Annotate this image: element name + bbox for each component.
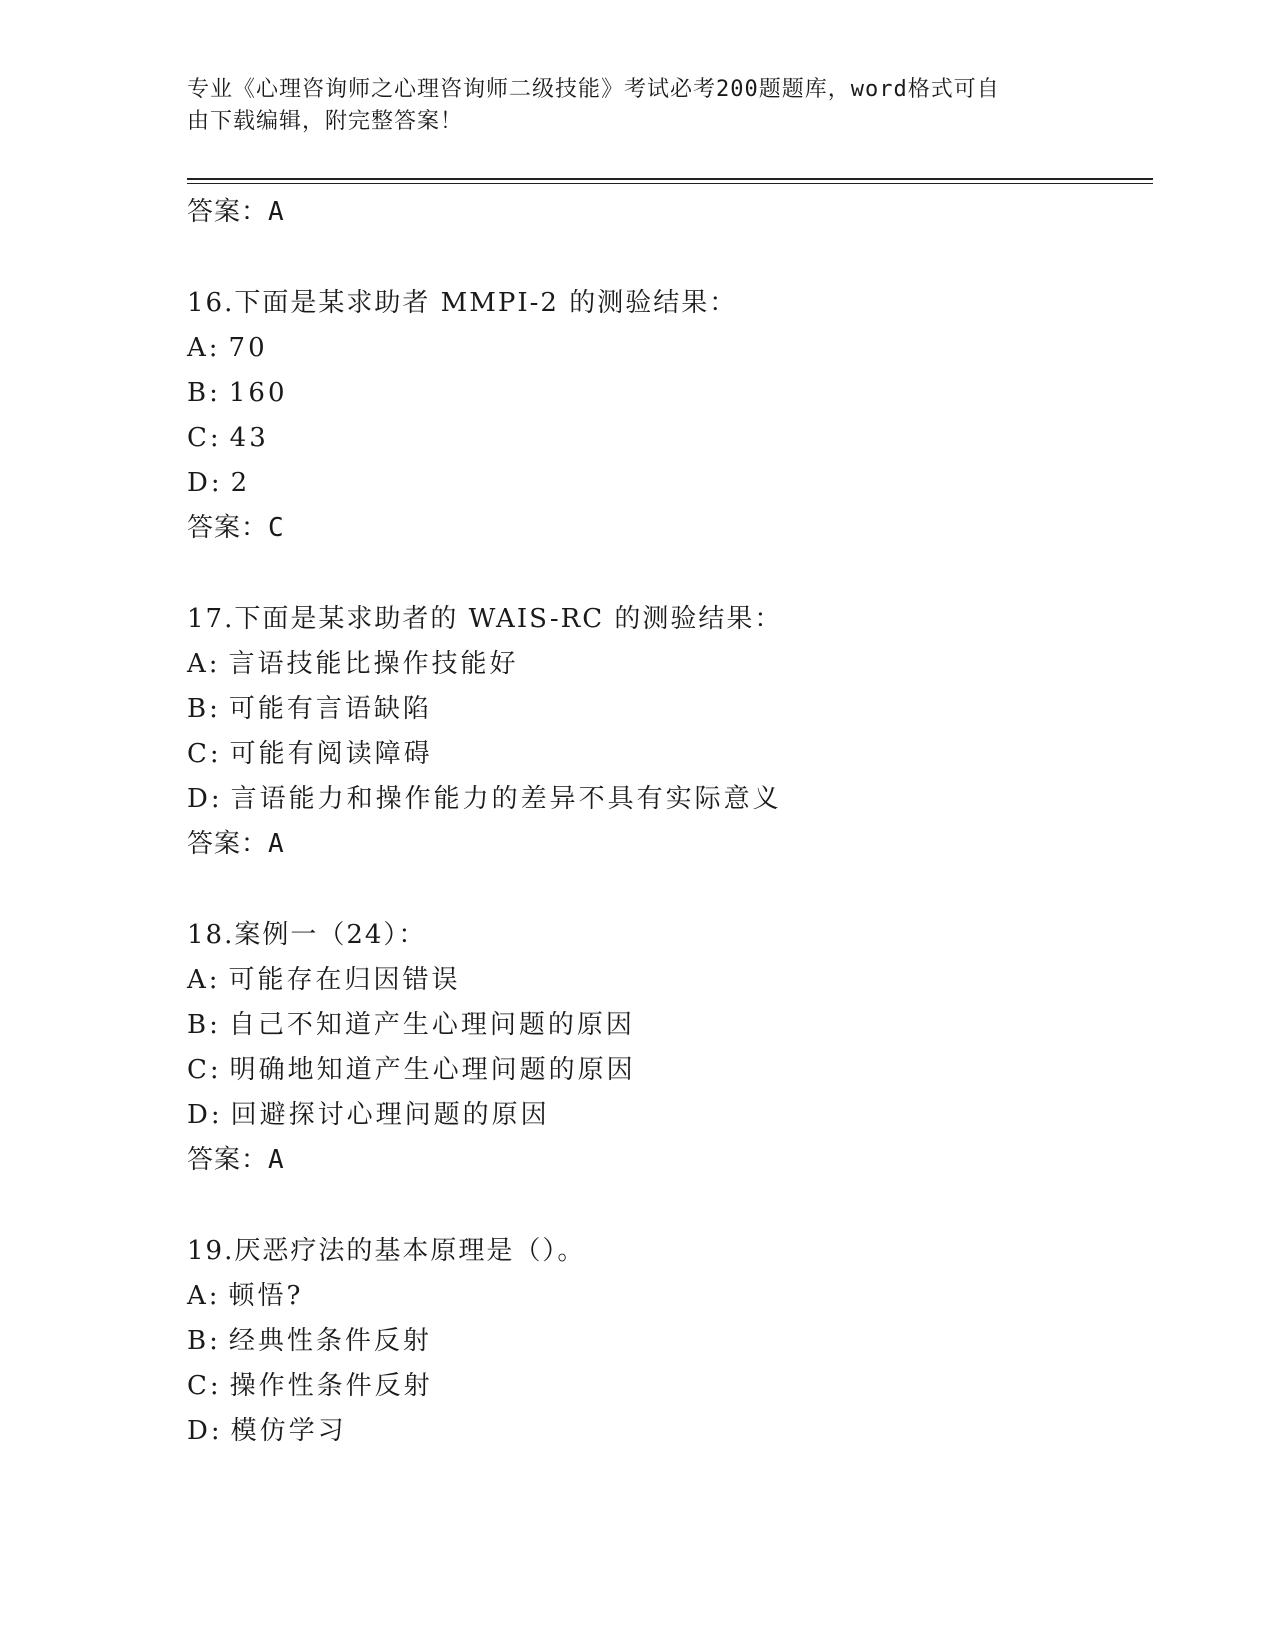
question-title: 16.下面是某求助者 MMPI-2 的测验结果： bbox=[187, 288, 738, 318]
question-block-18 bbox=[187, 912, 1137, 1182]
option-text: 43 bbox=[229, 423, 269, 453]
question-title: 19.厌恶疗法的基本原理是（）。 bbox=[187, 1236, 586, 1266]
option-text: 经典性条件反射 bbox=[228, 1326, 432, 1356]
option-label: B: bbox=[187, 1010, 221, 1040]
option-c bbox=[187, 732, 1137, 777]
option-label: C: bbox=[187, 423, 222, 453]
option-label: D: bbox=[187, 468, 223, 498]
answer-line: 答案：A bbox=[187, 1145, 285, 1175]
option-d bbox=[187, 461, 1137, 506]
option-b bbox=[187, 1319, 1137, 1364]
question-block-19 bbox=[187, 1228, 1137, 1454]
option-label: B: bbox=[187, 378, 221, 408]
option-label: A: bbox=[187, 1281, 221, 1311]
option-b bbox=[187, 1003, 1137, 1048]
option-text: 自己不知道产生心理问题的原因 bbox=[228, 1010, 635, 1040]
option-label: C: bbox=[187, 1055, 222, 1085]
option-c bbox=[187, 1364, 1137, 1409]
header-rule-thick bbox=[187, 178, 1153, 180]
option-a bbox=[187, 958, 1137, 1003]
option-d bbox=[187, 777, 1137, 822]
option-label: D: bbox=[187, 1416, 223, 1446]
option-label: B: bbox=[187, 1326, 221, 1356]
header-rule-thin bbox=[187, 183, 1153, 184]
option-b bbox=[187, 687, 1137, 732]
option-a bbox=[187, 1274, 1137, 1319]
question-block-16 bbox=[187, 280, 1137, 550]
option-text: 可能有言语缺陷 bbox=[228, 694, 432, 724]
option-text: 模仿学习 bbox=[230, 1416, 347, 1446]
option-label: A: bbox=[187, 965, 221, 995]
option-label: A: bbox=[187, 333, 221, 363]
header-line-1: 专业《心理咨询师之心理咨询师二级技能》考试必考200题题库，word格式可自 bbox=[187, 77, 1000, 102]
header-line-2: 由下载编辑，附完整答案！ bbox=[187, 109, 464, 134]
question-title: 18.案例一（24）： bbox=[187, 920, 427, 950]
option-a bbox=[187, 326, 1137, 371]
option-label: C: bbox=[187, 739, 222, 769]
option-b bbox=[187, 371, 1137, 416]
option-text: 160 bbox=[228, 378, 288, 408]
option-d bbox=[187, 1093, 1137, 1138]
option-label: D: bbox=[187, 1100, 223, 1130]
option-c bbox=[187, 416, 1137, 461]
option-text: 言语能力和操作能力的差异不具有实际意义 bbox=[230, 784, 782, 814]
option-text: 明确地知道产生心理问题的原因 bbox=[229, 1055, 636, 1085]
option-text: 2 bbox=[230, 468, 251, 498]
answer-line: 答案：A bbox=[187, 829, 285, 859]
document-content bbox=[187, 190, 1137, 1454]
option-text: 70 bbox=[228, 333, 268, 363]
option-c bbox=[187, 1048, 1137, 1093]
option-text: 操作性条件反射 bbox=[229, 1371, 433, 1401]
question-block-17 bbox=[187, 596, 1137, 866]
option-label: D: bbox=[187, 784, 223, 814]
option-a bbox=[187, 642, 1137, 687]
option-text: 回避探讨心理问题的原因 bbox=[230, 1100, 550, 1130]
answer-line: 答案：A bbox=[187, 197, 285, 227]
option-label: A: bbox=[187, 649, 221, 679]
option-text: 顿悟? bbox=[228, 1281, 304, 1311]
option-label: C: bbox=[187, 1371, 222, 1401]
answer-line: 答案：C bbox=[187, 513, 285, 543]
option-text: 言语技能比操作技能好 bbox=[228, 649, 519, 679]
option-d bbox=[187, 1409, 1137, 1454]
option-text: 可能存在归因错误 bbox=[228, 965, 461, 995]
document-header bbox=[187, 74, 1067, 138]
option-label: B: bbox=[187, 694, 221, 724]
option-text: 可能有阅读障碍 bbox=[229, 739, 433, 769]
question-title: 17.下面是某求助者的 WAIS-RC 的测验结果： bbox=[187, 604, 783, 634]
